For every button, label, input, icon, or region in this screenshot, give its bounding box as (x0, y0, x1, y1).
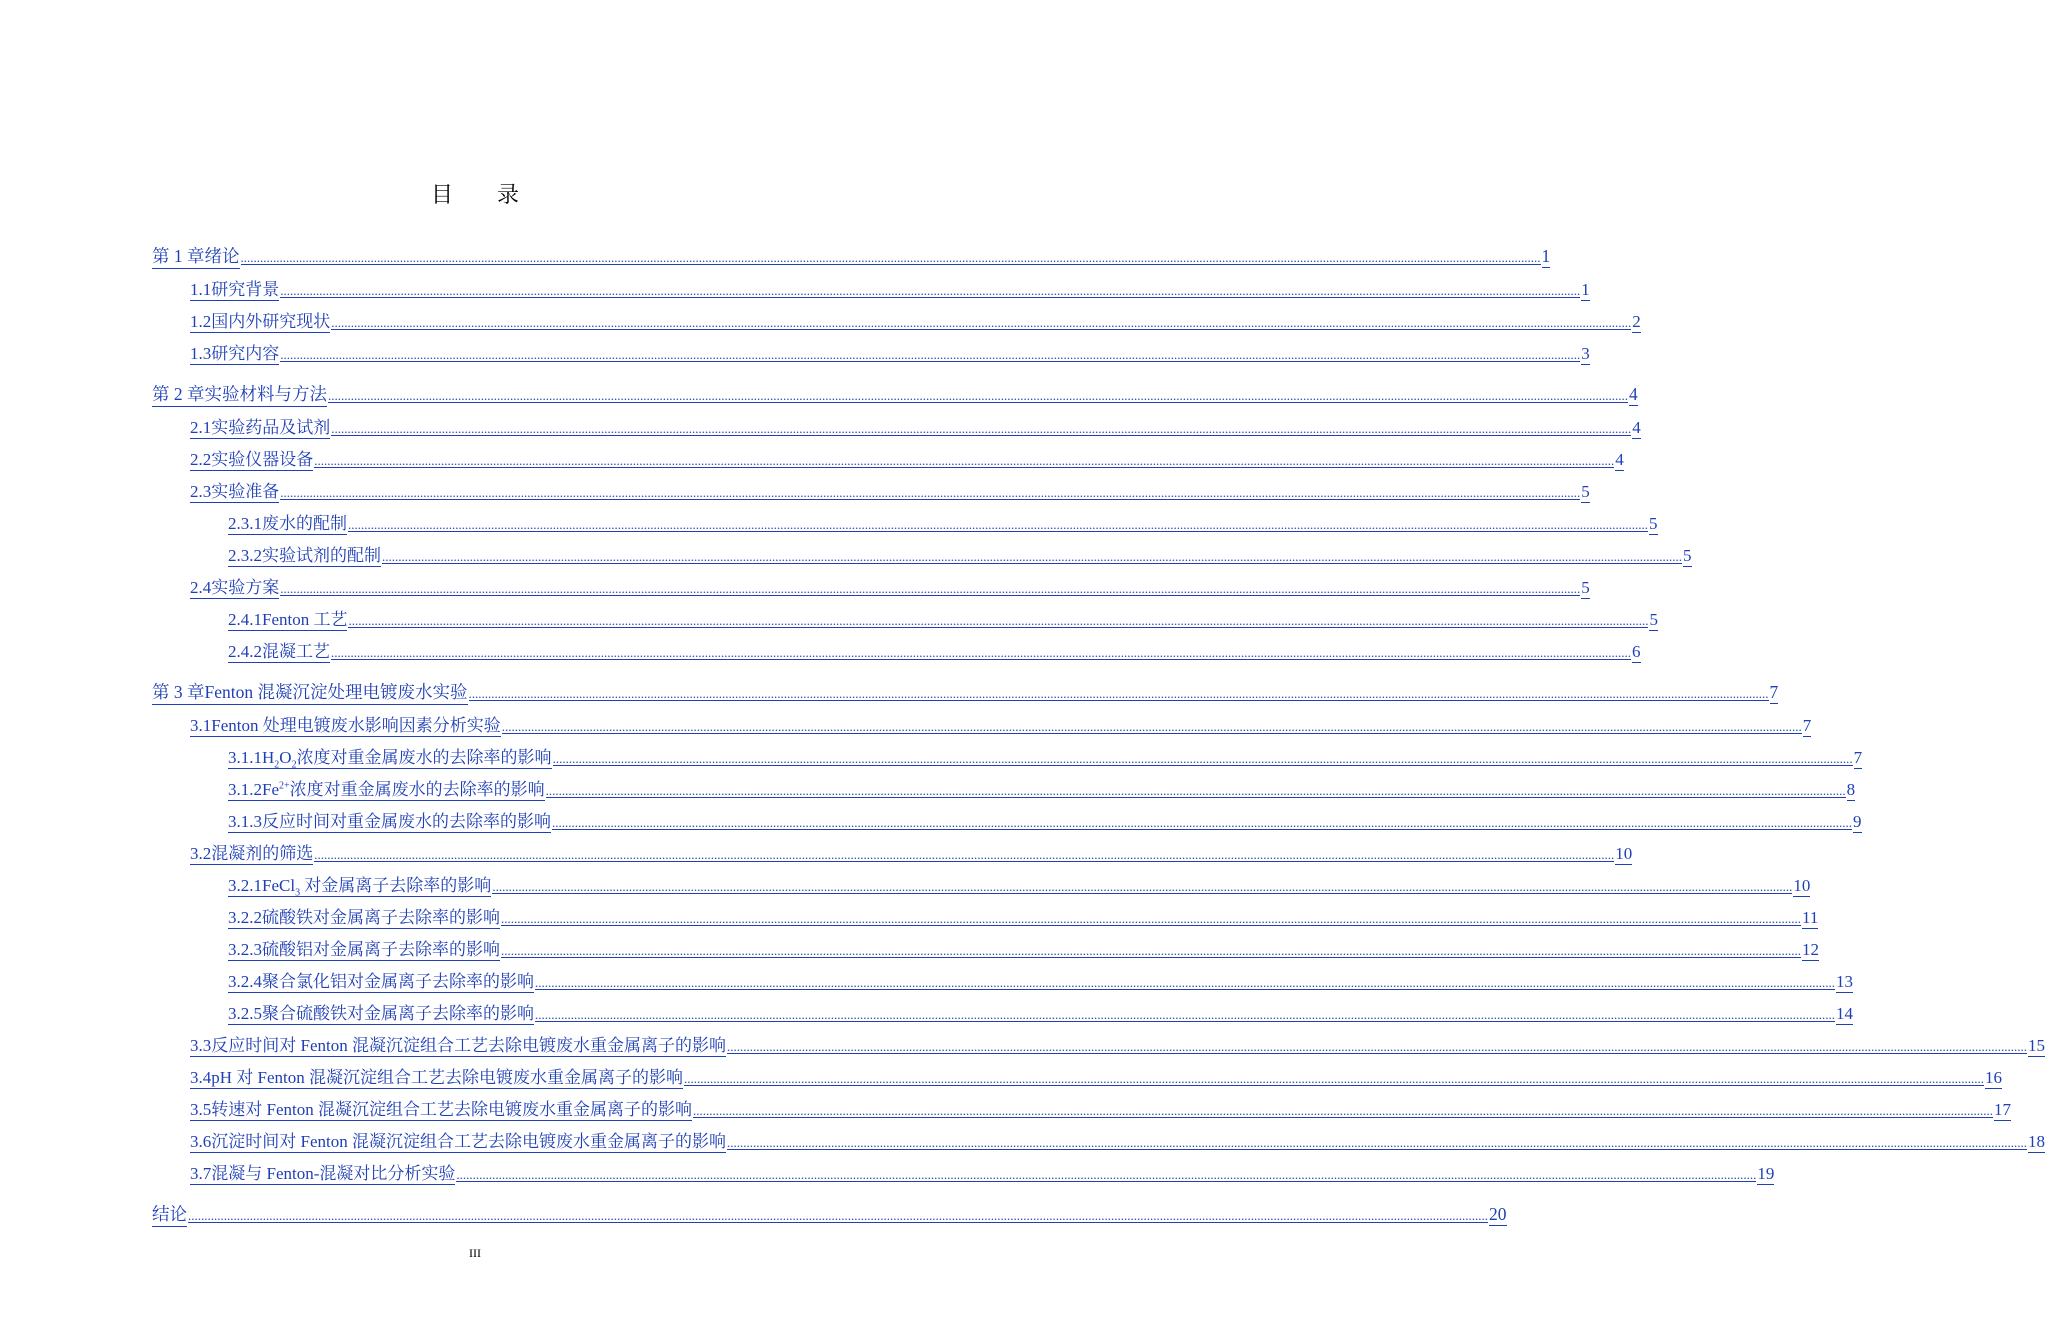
toc-entry-number: 3.4 (190, 1068, 212, 1087)
toc-entry-title: 反应时间对重金属废水的去除率的影响 (262, 807, 551, 833)
toc-entry-2-3[interactable] (152, 477, 1590, 509)
toc-entry-number: 3.2.3 (228, 940, 262, 959)
toc-entry-title: 混凝与 Fenton-混凝对比分析实验 (211, 1159, 455, 1185)
toc-dot-leader: ................................................................................................................................................................................................................................................................................................................................................................................................................ (314, 453, 1615, 468)
toc-page-number: 11 (1802, 908, 1819, 927)
toc-entry-number: 3.7 (190, 1164, 212, 1183)
page-number-footer: III (469, 1246, 481, 1260)
toc-entry-title: 聚合硫酸铁对金属离子去除率的影响 (262, 999, 534, 1025)
toc-page-number: 7 (1769, 682, 1779, 702)
toc-entry-3-1-1[interactable] (152, 743, 1863, 775)
toc-entry-number: 2.3.1 (228, 514, 262, 533)
toc-dot-leader: ................................................................................................................................................................................................................................................................................................................................................................................................................ (382, 549, 1682, 564)
toc-page-number: 16 (1985, 1068, 2002, 1087)
toc-page-number: 5 (1649, 610, 1658, 629)
toc-page-number: 20 (1489, 1204, 1507, 1224)
toc-entry-title: 国内外研究现状 (211, 307, 330, 333)
table-of-contents (152, 243, 2045, 1233)
toc-dot-leader: ................................................................................................................................................................................................................................................................................................................................................................................................................ (328, 388, 1628, 403)
toc-entry-title: Fenton 混凝沉淀处理电镀废水实验 (205, 679, 468, 705)
toc-entry-3-1[interactable] (152, 711, 1812, 743)
title-text: 浓度对重金属废水的去除率的影响 (296, 748, 552, 767)
formula-subscript: 2 (274, 759, 280, 771)
toc-title (0, 178, 950, 209)
toc-entry-title: 实验方案 (211, 573, 279, 599)
toc-page-number: 2 (1632, 312, 1641, 331)
title-text: 对金属离子去除率的影响 (300, 876, 492, 895)
toc-page-number: 5 (1683, 546, 1692, 565)
toc-entry-3-7[interactable] (152, 1159, 1775, 1191)
toc-entry-title: 硫酸铝对金属离子去除率的影响 (262, 935, 500, 961)
toc-page-number: 17 (1993, 1100, 2011, 1119)
toc-entry-number: 3.2.5 (228, 1004, 262, 1023)
title-text: 浓度对重金属废水的去除率的影响 (289, 780, 545, 799)
toc-dot-leader: ................................................................................................................................................................................................................................................................................................................................................................................................................ (552, 751, 1853, 766)
toc-entry-title: 实验试剂的配制 (262, 541, 381, 567)
toc-dot-leader: ................................................................................................................................................................................................................................................................................................................................................................................................................ (188, 1208, 1488, 1223)
toc-entry-2-4[interactable] (152, 573, 1590, 605)
toc-page-number: 7 (1853, 748, 1863, 767)
toc-entry-number: 2.3 (190, 482, 212, 501)
toc-entry-2-1[interactable] (152, 413, 1641, 445)
toc-entry-title: 反应时间对 Fenton 混凝沉淀组合工艺去除电镀废水重金属离子的影响 (211, 1031, 726, 1057)
toc-page-number: 8 (1846, 780, 1856, 799)
toc-entry-title: 实验药品及试剂 (211, 413, 330, 439)
formula-superscript: 2+ (279, 780, 290, 792)
toc-entry-number: 3.2.4 (228, 972, 262, 991)
toc-entry-3-1-2[interactable] (152, 775, 1856, 807)
toc-entry-第3章[interactable] (152, 679, 1779, 711)
toc-entry-number: 3.2.2 (228, 908, 262, 927)
toc-dot-leader: ................................................................................................................................................................................................................................................................................................................................................................................................................ (314, 847, 1615, 862)
toc-page-number: 5 (1581, 578, 1590, 597)
formula-part: O (279, 748, 292, 767)
toc-entry-2-3-1[interactable] (152, 509, 1658, 541)
toc-entry-number: 3.2 (190, 844, 212, 863)
toc-entry-number: 1.2 (190, 312, 212, 331)
toc-page-number: 4 (1615, 450, 1624, 469)
toc-entry-number: 1.3 (190, 344, 212, 363)
toc-entry-title: pH 对 Fenton 混凝沉淀组合工艺去除电镀废水重金属离子的影响 (211, 1063, 683, 1089)
toc-entry-结[interactable] (152, 1201, 1507, 1233)
toc-entry-2-2[interactable] (152, 445, 1624, 477)
toc-page-number: 9 (1853, 812, 1862, 831)
toc-page-number: 13 (1836, 972, 1853, 991)
toc-entry-title: Fenton 处理电镀废水影响因素分析实验 (211, 711, 500, 737)
toc-dot-leader: ................................................................................................................................................................................................................................................................................................................................................................................................................ (726, 1135, 2027, 1150)
toc-page-number: 18 (2027, 1132, 2045, 1151)
toc-entry-title: 实验准备 (211, 477, 279, 503)
toc-entry-number: 2.4.1 (228, 610, 262, 629)
toc-dot-leader: ................................................................................................................................................................................................................................................................................................................................................................................................................ (535, 975, 1835, 990)
toc-entry-title (262, 743, 552, 769)
toc-entry-3-2-4[interactable] (152, 967, 1853, 999)
toc-dot-leader: ................................................................................................................................................................................................................................................................................................................................................................................................................ (684, 1071, 1984, 1086)
toc-entry-3-3[interactable] (152, 1031, 2045, 1063)
toc-entry-number: 2.2 (190, 450, 212, 469)
toc-entry-3-2-2[interactable] (152, 903, 1819, 935)
toc-page-number: 4 (1629, 384, 1638, 404)
toc-entry-title (262, 775, 545, 801)
toc-dot-leader: ................................................................................................................................................................................................................................................................................................................................................................................................................ (331, 421, 1632, 436)
toc-entry-number: 3.3 (190, 1036, 212, 1055)
toc-entry-number: 1.1 (190, 280, 212, 299)
toc-page-number: 1 (1581, 280, 1590, 299)
toc-entry-number: 3.1.3 (228, 812, 262, 831)
formula-part: Fe (262, 780, 279, 799)
toc-page-number: 7 (1802, 716, 1812, 735)
toc-dot-leader: ................................................................................................................................................................................................................................................................................................................................................................................................................ (501, 911, 1801, 926)
toc-dot-leader: ................................................................................................................................................................................................................................................................................................................................................................................................................ (492, 879, 1793, 894)
toc-entry-title: 硫酸铁对金属离子去除率的影响 (262, 903, 500, 929)
toc-entry-title: 混凝工艺 (262, 637, 330, 663)
toc-entry-3-2-3[interactable] (152, 935, 1819, 967)
toc-entry-3-2[interactable] (152, 839, 1633, 871)
toc-dot-leader: ................................................................................................................................................................................................................................................................................................................................................................................................................ (348, 613, 1649, 628)
toc-dot-leader: ................................................................................................................................................................................................................................................................................................................................................................................................................ (240, 250, 1541, 265)
toc-entry-title: 研究背景 (211, 275, 279, 301)
toc-entry-number: 3.1.2 (228, 780, 262, 799)
toc-dot-leader: ................................................................................................................................................................................................................................................................................................................................................................................................................ (501, 943, 1801, 958)
toc-entry-number: 3.5 (190, 1100, 212, 1119)
toc-page-number: 6 (1632, 642, 1641, 661)
toc-dot-leader: ................................................................................................................................................................................................................................................................................................................................................................................................................ (501, 719, 1802, 734)
toc-entry-number: 3.2.1 (228, 876, 262, 895)
toc-entry-number: 3.1 (190, 716, 212, 735)
toc-entry-1-3[interactable] (152, 339, 1590, 371)
toc-entry-第1章[interactable] (152, 243, 1551, 275)
toc-entry-title: 沉淀时间对 Fenton 混凝沉淀组合工艺去除电镀废水重金属离子的影响 (211, 1127, 726, 1153)
toc-entry-2-4-1[interactable] (152, 605, 1658, 637)
toc-entry-1-1[interactable] (152, 275, 1590, 307)
toc-entry-3-2-5[interactable] (152, 999, 1853, 1031)
toc-dot-leader: ................................................................................................................................................................................................................................................................................................................................................................................................................ (331, 645, 1631, 660)
toc-entry-2-4-2[interactable] (152, 637, 1641, 669)
toc-dot-leader: ................................................................................................................................................................................................................................................................................................................................................................................................................ (552, 815, 1852, 830)
toc-page-number: 10 (1793, 876, 1811, 895)
toc-entry-title: Fenton 工艺 (262, 605, 347, 631)
toc-page-number: 14 (1836, 1004, 1853, 1023)
toc-entry-title: 聚合氯化铝对金属离子去除率的影响 (262, 967, 534, 993)
toc-page-number: 5 (1581, 482, 1590, 501)
toc-dot-leader: ................................................................................................................................................................................................................................................................................................................................................................................................................ (280, 485, 1581, 500)
toc-entry-title (262, 871, 491, 897)
toc-page-number: 4 (1632, 418, 1641, 437)
toc-page-number: 19 (1757, 1164, 1775, 1183)
toc-page-number: 1 (1541, 246, 1551, 266)
toc-dot-leader: ................................................................................................................................................................................................................................................................................................................................................................................................................ (545, 783, 1846, 798)
toc-entry-3-4[interactable] (152, 1063, 2002, 1095)
toc-page-number: 12 (1802, 940, 1819, 959)
toc-dot-leader: ................................................................................................................................................................................................................................................................................................................................................................................................................ (726, 1039, 2027, 1054)
formula-subscript: 3 (295, 887, 301, 899)
toc-dot-leader: ................................................................................................................................................................................................................................................................................................................................................................................................................ (456, 1167, 1757, 1182)
toc-entry-number: 2.3.2 (228, 546, 262, 565)
toc-dot-leader: ................................................................................................................................................................................................................................................................................................................................................................................................................ (280, 283, 1581, 298)
toc-page-number: 5 (1649, 514, 1658, 533)
toc-entry-title: 论 (170, 1201, 188, 1227)
toc-dot-leader: ................................................................................................................................................................................................................................................................................................................................................................................................................ (348, 517, 1648, 532)
toc-entry-3-5[interactable] (152, 1095, 2011, 1127)
toc-entry-number: 3.1.1 (228, 748, 262, 767)
toc-page-number: 15 (2027, 1036, 2045, 1055)
toc-entry-number: 第 2 章 (152, 381, 205, 407)
toc-entry-title: 研究内容 (211, 339, 279, 365)
toc-entry-title: 实验材料与方法 (205, 381, 328, 407)
formula-part: H (262, 748, 275, 767)
toc-entry-number: 结 (152, 1201, 170, 1227)
toc-dot-leader: ................................................................................................................................................................................................................................................................................................................................................................................................................ (280, 581, 1581, 596)
toc-dot-leader: ................................................................................................................................................................................................................................................................................................................................................................................................................ (692, 1103, 1993, 1118)
toc-entry-number: 2.4.2 (228, 642, 262, 661)
toc-title-char-2: 录 (497, 182, 520, 207)
toc-entry-title: 绪论 (205, 243, 240, 269)
toc-entry-number: 第 1 章 (152, 243, 205, 269)
toc-entry-title: 实验仪器设备 (211, 445, 313, 471)
toc-page-number: 10 (1615, 844, 1633, 863)
toc-entry-title: 混凝剂的筛选 (211, 839, 313, 865)
toc-dot-leader: ................................................................................................................................................................................................................................................................................................................................................................................................................ (331, 315, 1632, 330)
toc-entry-3-2-1[interactable] (152, 871, 1811, 903)
toc-title-char-1: 目 (430, 182, 453, 207)
toc-dot-leader: ................................................................................................................................................................................................................................................................................................................................................................................................................ (468, 686, 1769, 701)
toc-entry-number: 2.4 (190, 578, 212, 597)
toc-entry-2-3-2[interactable] (152, 541, 1692, 573)
toc-dot-leader: ................................................................................................................................................................................................................................................................................................................................................................................................................ (535, 1007, 1835, 1022)
toc-dot-leader: ................................................................................................................................................................................................................................................................................................................................................................................................................ (280, 347, 1581, 362)
formula-subscript: 2 (291, 759, 297, 771)
toc-entry-1-2[interactable] (152, 307, 1641, 339)
toc-entry-3-6[interactable] (152, 1127, 2045, 1159)
toc-entry-第2章[interactable] (152, 381, 1638, 413)
toc-entry-number: 2.1 (190, 418, 212, 437)
toc-entry-title: 转速对 Fenton 混凝沉淀组合工艺去除电镀废水重金属离子的影响 (211, 1095, 692, 1121)
toc-entry-3-1-3[interactable] (152, 807, 1862, 839)
toc-entry-title: 废水的配制 (262, 509, 347, 535)
toc-entry-number: 第 3 章 (152, 679, 205, 705)
toc-entry-number: 3.6 (190, 1132, 212, 1151)
toc-page-number: 3 (1581, 344, 1590, 363)
formula-part: FeCl (262, 876, 296, 895)
